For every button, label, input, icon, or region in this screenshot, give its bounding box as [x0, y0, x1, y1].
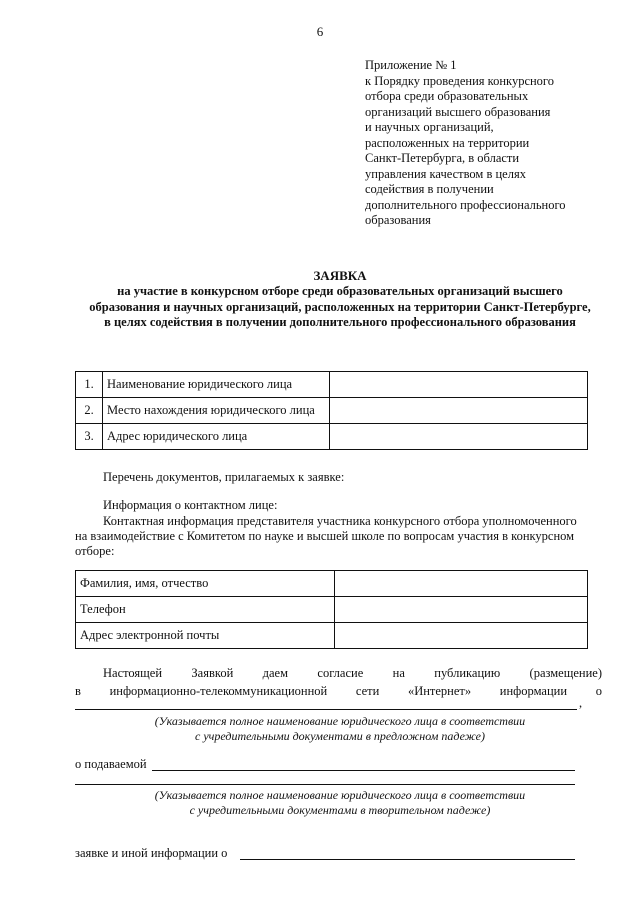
document-subtitle: [60, 284, 620, 331]
consent-word: информации: [499, 684, 568, 698]
contact-email-field[interactable]: [335, 623, 588, 649]
consent-line-1: [103, 666, 602, 681]
appendix-line: дополнительного профессионального: [365, 197, 566, 212]
table-row: [76, 424, 588, 450]
consent-word: сети: [355, 684, 380, 698]
contact-heading: Информация о контактном лице:: [103, 498, 278, 512]
subtitle-line: образования и научных организаций, расположенных на территории Санкт-Петербурге,: [89, 299, 591, 314]
contact-table: [75, 570, 588, 649]
contact-paragraph-line: отборе:: [75, 544, 115, 558]
row-number: 1.: [76, 372, 103, 398]
organization-location-field[interactable]: [330, 398, 588, 424]
document-title: ЗАЯВКА: [313, 268, 367, 283]
row-label: Место нахождения юридического лица: [103, 398, 330, 424]
final-label: заявке и иной информации о: [75, 846, 228, 860]
table-row: [76, 597, 588, 623]
submitted-label: о подаваемой: [75, 757, 147, 771]
note-line: (Указывается полное наименование юридического лица в соответствии: [154, 714, 526, 728]
table-row: [76, 372, 588, 398]
organization-name-instrumental-field[interactable]: [75, 772, 575, 785]
consent-word: Заявкой: [191, 666, 234, 680]
consent-word: «Интернет»: [407, 684, 472, 698]
row-number: 2.: [76, 398, 103, 424]
organization-name-prepositional-field[interactable]: [75, 697, 577, 710]
consent-word: (размещение): [529, 666, 602, 680]
row-label: Фамилия, имя, отчество: [76, 571, 335, 597]
submitted-field[interactable]: [152, 758, 575, 771]
row-label: Телефон: [76, 597, 335, 623]
consent-word: даем: [262, 666, 289, 680]
row-number: 3.: [76, 424, 103, 450]
appendix-line: управления качеством в целях: [365, 166, 526, 181]
appendix-line: расположенных на территории: [365, 135, 530, 150]
note-line: с учредительными документами в творительном падеже): [189, 803, 491, 817]
organization-table: [75, 371, 588, 450]
appendix-line: и научных организаций,: [365, 120, 494, 134]
consent-word: о: [595, 684, 602, 698]
consent-word: на: [392, 666, 405, 680]
row-label: Адрес электронной почты: [76, 623, 335, 649]
contact-paragraph-line: на взаимодействие с Комитетом по науке и высшей школе по вопросам участия в конкурсном: [75, 529, 575, 543]
consent-word: согласие: [317, 666, 364, 680]
final-info-field[interactable]: [240, 847, 575, 860]
comma: ,: [579, 696, 583, 710]
table-row: [76, 398, 588, 424]
table-row: [76, 623, 588, 649]
appendix-line: организаций высшего образования: [365, 104, 551, 119]
organization-name-field[interactable]: [330, 372, 588, 398]
appendix-line: отбора среди образовательных: [365, 89, 529, 103]
subtitle-line: на участие в конкурсном отборе среди образовательных организаций высшего: [117, 284, 563, 298]
appendix-line: содействия в получении: [365, 182, 494, 196]
note-instrumental: [60, 788, 620, 818]
appendix-line: к Порядку проведения конкурсного: [365, 73, 554, 88]
note-line: (Указывается полное наименование юридического лица в соответствии: [154, 788, 526, 802]
appendix-line: Санкт-Петербурга, в области: [365, 151, 520, 165]
consent-word: Настоящей: [103, 666, 163, 680]
subtitle-line: в целях содействия в получении дополнительного профессионального образования: [104, 315, 576, 329]
contact-phone-field[interactable]: [335, 597, 588, 623]
appendix-header: [365, 58, 605, 229]
appendix-line: образования: [365, 213, 431, 227]
table-row: [76, 571, 588, 597]
documents-list-label: Перечень документов, прилагаемых к заявке:: [103, 470, 345, 484]
note-line: с учредительными документами в предложном падеже): [195, 729, 485, 743]
consent-word: в: [75, 684, 81, 698]
contact-name-field[interactable]: [335, 571, 588, 597]
row-label: Адрес юридического лица: [103, 424, 330, 450]
consent-word: публикацию: [434, 666, 501, 680]
page-number: 6: [316, 24, 324, 39]
organization-address-field[interactable]: [330, 424, 588, 450]
row-label: Наименование юридического лица: [103, 372, 330, 398]
contact-paragraph-line: Контактная информация представителя участника конкурсного отбора уполномоченного: [103, 514, 577, 528]
note-prepositional: [60, 714, 620, 744]
consent-word: информационно-телекоммуникационной: [109, 684, 328, 698]
appendix-line: Приложение № 1: [365, 58, 457, 72]
